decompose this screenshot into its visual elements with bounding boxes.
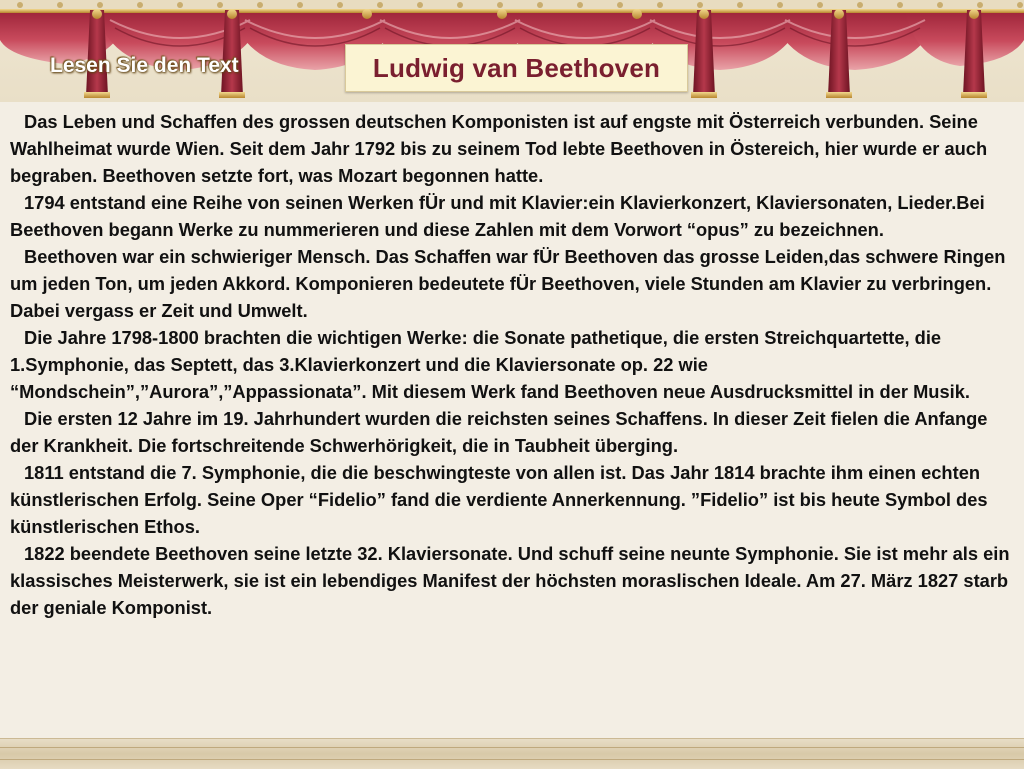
curtain-header bbox=[0, 0, 1024, 102]
stripe-line bbox=[0, 747, 1024, 748]
page-title: Ludwig van Beethoven bbox=[372, 52, 661, 83]
paragraph-2: 1794 entstand eine Reihe von seinen Werken fÜr und mit Klavier:ein Klavierkonzert, Klaviersonaten, Lieder.Bei Beethoven begann Werke zu nummerieren und diese Zahlen mit dem Vorwort “opus” zu bezeichnen. bbox=[10, 192, 985, 240]
paragraph-7: 1822 beendete Beethoven seine letzte 32. Klaviersonate. Und schuff seine neunte Symphonie. Sie ist mehr als ein klassisches Meisterwerk, sie ist ein lebendiges Manifest der höchsten moraslischen Ideale. Am 27. März 1827 starb der geniale Komponist. bbox=[10, 543, 1010, 618]
paragraph-3: Beethoven war ein schwieriger Mensch. Das Schaffen war fÜr Beethoven das grosse Leiden,das schwere Ringen um jeden Ton, um jeden Akkord. Komponieren bedeutete fÜr Beethoven, viele Stunden am Klavier zu verbringen. Dabei vergass er Zeit und Umwelt. bbox=[10, 246, 1006, 321]
bottom-stripe bbox=[0, 738, 1024, 769]
paragraph-5: Die ersten 12 Jahre im 19. Jahrhundert wurden die reichsten seines Schaffens. In dieser Zeit fielen die Anfange der Krankheit. Die fortschreitende Schwerhörigkeit, die in Taubheit überging. bbox=[10, 408, 988, 456]
subtitle-label: Lesen Sie den Text bbox=[50, 54, 239, 77]
paragraph-6: 1811 entstand die 7. Symphonie, die die beschwingteste von allen ist. Das Jahr 1814 brachte ihm einen echten künstlerischen Erfolg. Seine Oper “Fidelio” fand die verdiente Annerkennung. ”Fidelio” ist bis heute Symbol des künstlerischen Ethos. bbox=[10, 462, 988, 537]
paragraph-4: Die Jahre 1798-1800 brachten die wichtigen Werke: die Sonate pathetique, die ersten Streichquartette, die 1.Symphonie, das Septett, das 3.Klavierkonzert und die Klaviersonate op. 22 wie “Mondschein”,”Aurora”,”Appassionata”. Mit diesem Werk fand Beethoven neue Ausdrucksmittel in der Musik. bbox=[10, 327, 970, 402]
article-body bbox=[10, 108, 1014, 621]
paragraph-1: Das Leben und Schaffen des grossen deutschen Komponisten ist auf engste mit Österreich verbunden. Seine Wahlheimat wurde Wien. Seit dem Jahr 1792 bis zu seinem Tod lebte Beethoven in Östereich, hier wurde er auch begraben. Beethoven setzte fort, was Mozart begonnen hatte. bbox=[10, 111, 988, 186]
title-box bbox=[345, 44, 688, 92]
stripe-line bbox=[0, 759, 1024, 760]
